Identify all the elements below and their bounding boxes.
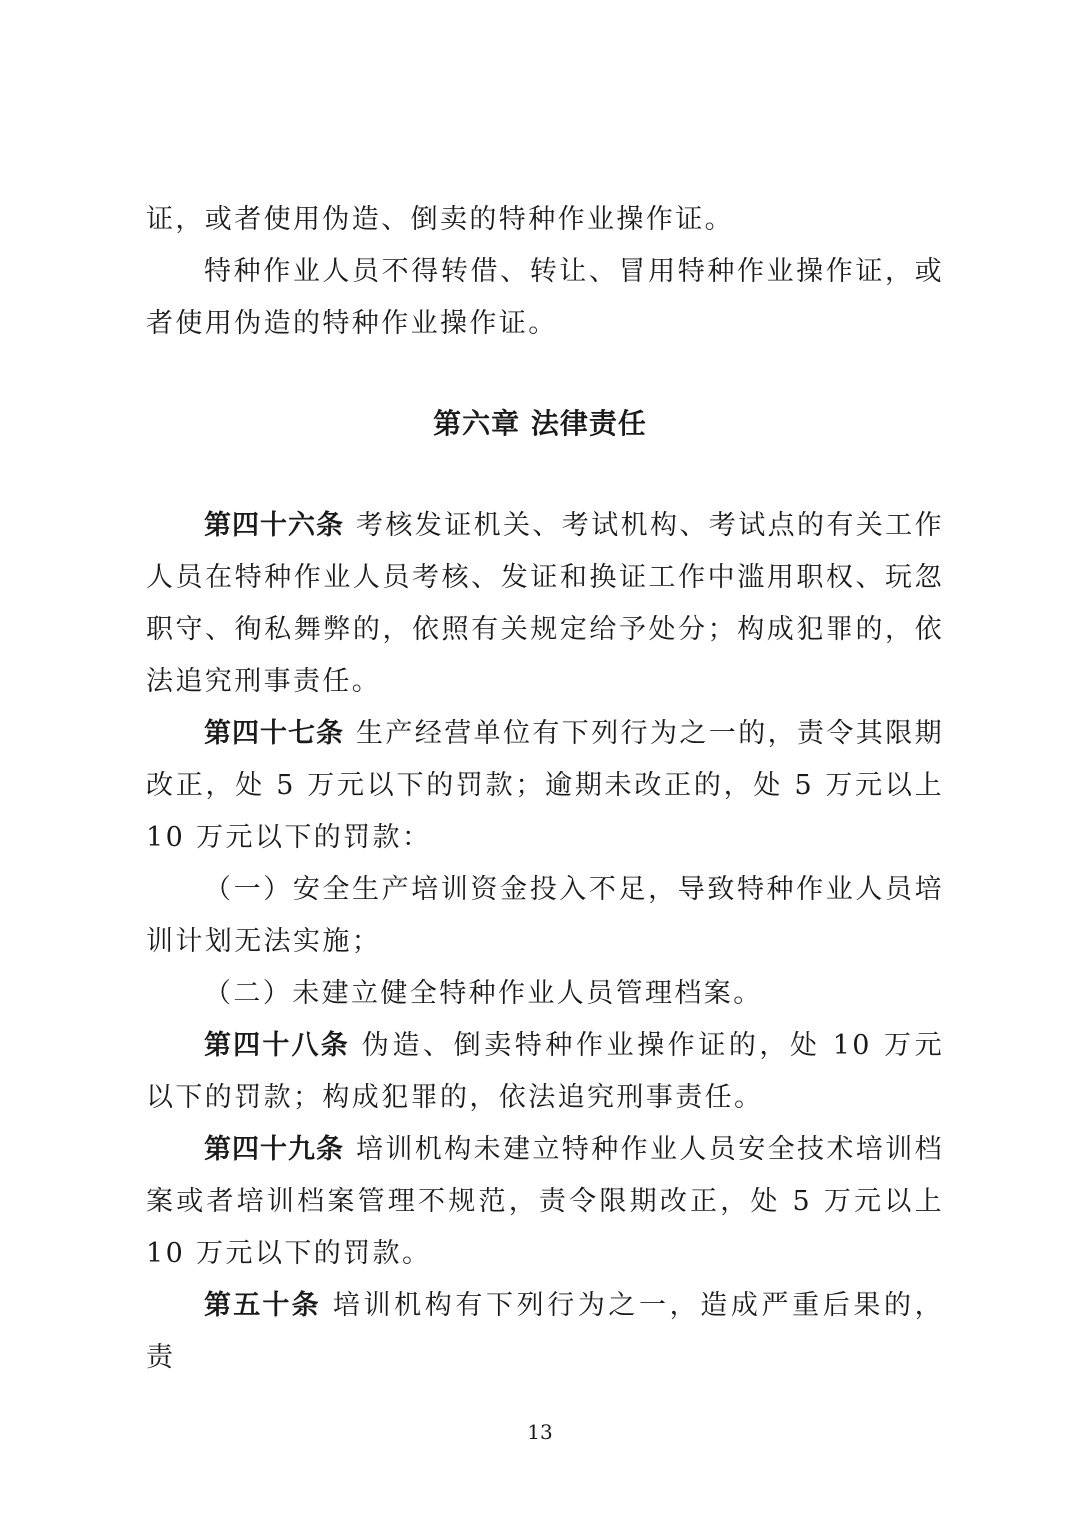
page-number: 13 [527,1420,553,1444]
item-text: （二）未建立健全特种作业人员管理档案。 [204,978,763,1009]
article-text: 考核发证机关、考试机构、考试点的有关工作人员在特种作业人员考核、发证和换证工作中滥用职权、玩忽职守、徇私舞弊的，依照有关规定给予处分；构成犯罪的，依法追究刑事责任。 [146,510,944,697]
article-number: 第四十六条 [204,510,344,541]
article-number: 第四十八条 [204,1030,350,1061]
top-section [146,194,944,350]
article-48 [146,1020,944,1124]
chapter-title: 第六章 法律责任 [433,407,647,440]
article-50 [146,1280,944,1384]
article-number: 第四十七条 [204,718,344,749]
article-text: 伪造、倒卖特种作业操作证的，处 10 万元以下的罚款；构成犯罪的，依法追究刑事责任。 [146,1030,945,1113]
article-text: 生产经营单位有下列行为之一的，责令其限期改正，处 5 万元以下的罚款；逾期未改正的，处 5 万元以上 10 万元以下的罚款： [146,718,944,853]
article-text: 培训机构未建立特种作业人员安全技术培训档案或者培训档案管理不规范，责令限期改正，处 5 万元以上 10 万元以下的罚款。 [146,1134,944,1269]
article-47-item-1 [146,864,944,968]
item-text: （一）安全生产培训资金投入不足，导致特种作业人员培训计划无法实施； [146,874,944,957]
articles-section [146,500,944,1384]
article-text: 培训机构有下列行为之一，造成严重后果的，责 [146,1290,945,1373]
paragraph: 特种作业人员不得转借、转让、冒用特种作业操作证，或者使用伪造的特种作业操作证。 [146,256,944,339]
article-number: 第五十条 [204,1290,321,1321]
article-47-item-2 [146,968,944,1020]
article-number: 第四十九条 [204,1134,344,1165]
article-49 [146,1124,944,1280]
article-47 [146,708,944,864]
paragraph-continued: 证，或者使用伪造、倒卖的特种作业操作证。 [146,204,734,235]
article-46 [146,500,944,708]
